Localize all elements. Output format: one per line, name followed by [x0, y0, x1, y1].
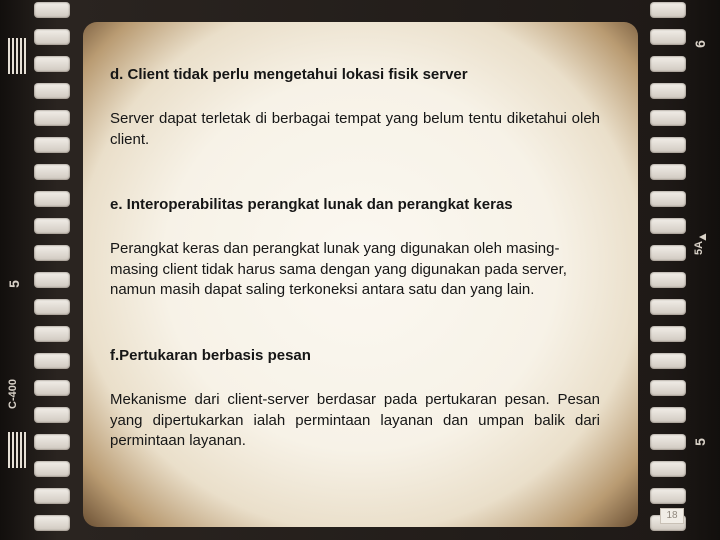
- sprocket-hole: [650, 299, 686, 315]
- film-barcode: [8, 38, 28, 74]
- sprocket-hole: [650, 164, 686, 180]
- sprocket-hole: [34, 137, 70, 153]
- sprocket-hole: [34, 488, 70, 504]
- sprocket-hole: [650, 191, 686, 207]
- sprocket-hole: [650, 488, 686, 504]
- sprocket-hole: [34, 461, 70, 477]
- sprocket-hole: [34, 407, 70, 423]
- sprocket-hole: [650, 407, 686, 423]
- sprocket-hole: [34, 515, 70, 531]
- sprocket-hole: [34, 272, 70, 288]
- film-strip-right: [632, 0, 720, 540]
- sprocket-hole: [650, 245, 686, 261]
- sprocket-hole: [650, 434, 686, 450]
- sprocket-hole: [650, 218, 686, 234]
- arrow-up-icon: ▲: [694, 231, 709, 243]
- body-d: Server dapat terletak di berbagai tempat yang belum tentu diketahui oleh client.: [110, 110, 600, 148]
- sprocket-hole: [34, 83, 70, 99]
- sprocket-hole: [650, 380, 686, 396]
- sprocket-hole: [34, 218, 70, 234]
- sprocket-hole: [650, 137, 686, 153]
- film-frame-number: 5: [5, 280, 22, 288]
- sprocket-hole: [34, 434, 70, 450]
- sprocket-hole: [650, 461, 686, 477]
- sprocket-hole: [650, 272, 686, 288]
- heading-e: e. Interoperabilitas perangkat lunak dan perangkat keras: [110, 196, 513, 213]
- page-number: 18: [660, 508, 684, 524]
- sprocket-hole: [650, 2, 686, 18]
- body-f: Mekanisme dari client-server berdasar pada pertukaran pesan. Pesan yang dipertukarkan ialah permintaan layanan dan umpan balik dari permintaan layanan.: [110, 391, 600, 449]
- sprocket-hole: [34, 29, 70, 45]
- sprocket-hole: [34, 245, 70, 261]
- body-e: Perangkat keras dan perangkat lunak yang digunakan oleh masing-masing client tidak harus sama dengan yang digunakan pada server, namun masih dapat saling terkoneksi antara satu dan yang lain.: [110, 240, 567, 298]
- sprocket-hole: [650, 29, 686, 45]
- sprocket-hole: [650, 110, 686, 126]
- sprocket-hole: [34, 191, 70, 207]
- sprocket-hole: [650, 326, 686, 342]
- sprocket-hole: [34, 164, 70, 180]
- film-strip-left: [0, 0, 88, 540]
- sprocket-hole: [34, 380, 70, 396]
- sprocket-hole: [34, 326, 70, 342]
- sprocket-hole: [650, 56, 686, 72]
- heading-f: f.Pertukaran berbasis pesan: [110, 347, 311, 364]
- sprocket-hole: [34, 56, 70, 72]
- sprocket-hole: [650, 83, 686, 99]
- sprocket-hole: [34, 299, 70, 315]
- film-frame-label: 5A: [693, 240, 706, 256]
- film-barcode: [8, 432, 28, 468]
- heading-d: d. Client tidak perlu mengetahui lokasi fisik server: [110, 66, 468, 83]
- sprocket-hole: [650, 353, 686, 369]
- sprocket-hole: [34, 2, 70, 18]
- film-frame-number: 6: [691, 40, 708, 48]
- sprocket-hole: [34, 353, 70, 369]
- film-stock-code: C-400: [6, 379, 19, 409]
- film-frame-number: 5: [691, 438, 708, 446]
- sprocket-hole: [34, 110, 70, 126]
